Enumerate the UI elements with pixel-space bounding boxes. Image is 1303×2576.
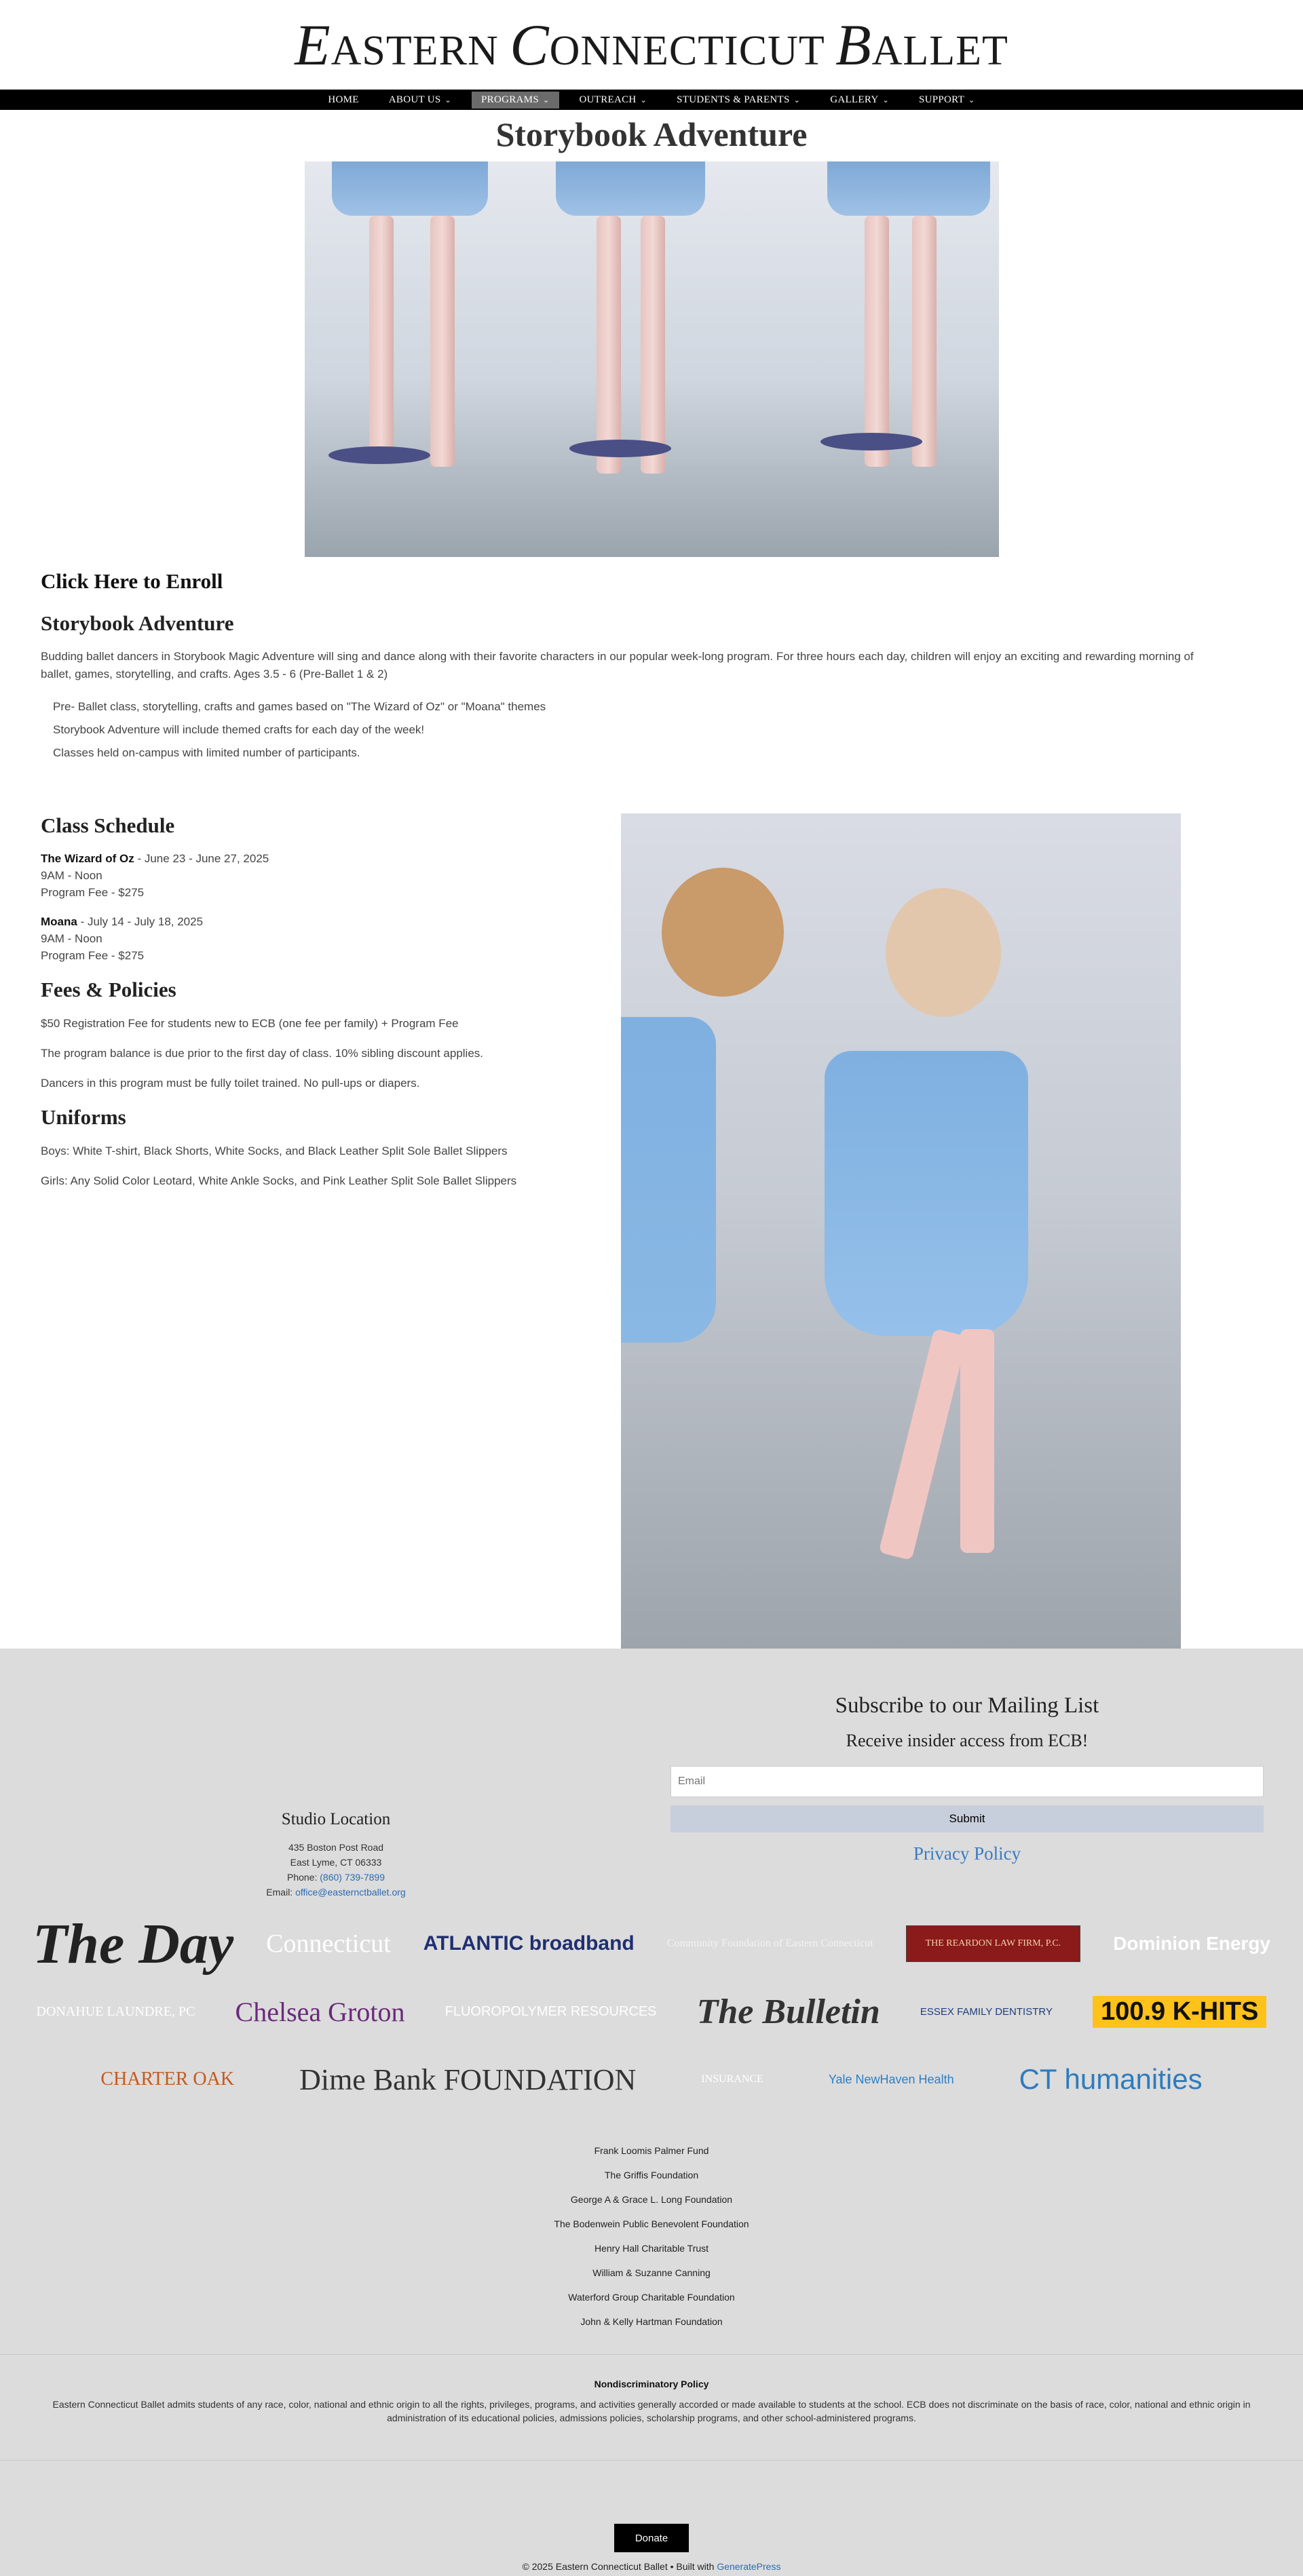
uniform-item: Boys: White T-shirt, Black Shorts, White Socks, and Black Leather Split Sole Ballet Slippers: [41, 1145, 508, 1157]
email-link[interactable]: office@easternctballet.org: [295, 1887, 406, 1898]
generatepress-link[interactable]: GeneratePress: [717, 2561, 781, 2572]
nav-item-home[interactable]: HOME: [328, 94, 359, 105]
privacy-policy-link[interactable]: Privacy Policy: [913, 1843, 1021, 1864]
subscribe-subheading: Receive insider access from ECB!: [846, 1731, 1089, 1750]
foundation-list: [0, 2138, 1303, 2334]
divider: [0, 2460, 1303, 2461]
address-line: East Lyme, CT 06333: [290, 1857, 382, 1868]
site-header: [0, 0, 1303, 90]
submit-button[interactable]: Submit: [671, 1805, 1264, 1832]
sponsor-logo[interactable]: ATLANTIC broadband: [423, 1932, 635, 1955]
list-item: Storybook Adventure will include themed crafts for each day of the week!: [53, 723, 425, 736]
schedule-heading: Class Schedule: [41, 813, 175, 837]
schedule-session: The Wizard of Oz - June 23 - June 27, 2025 9AM - Noon Program Fee - $275: [41, 852, 269, 899]
sponsor-logo[interactable]: ESSEX FAMILY DENTISTRY: [920, 2005, 1053, 2018]
studio-location: [0, 1810, 672, 1900]
uniform-item: Girls: Any Solid Color Leotard, White Ankle Socks, and Pink Leather Split Sole Ballet Slippers: [41, 1174, 517, 1187]
details-text: [41, 813, 621, 1652]
hero-image: [305, 161, 999, 557]
list-item: George A & Grace L. Long Foundation: [570, 2194, 733, 2205]
sponsor-logo[interactable]: DONAHUE LAUNDRE, PC: [36, 2003, 195, 2019]
dancers-photo: [621, 813, 1181, 1652]
phone-line: Phone: (860) 739-7899: [286, 1872, 385, 1883]
sponsor-logo[interactable]: 100.9 K-HITS: [1093, 1996, 1266, 2028]
list-item: Pre- Ballet class, storytelling, crafts and games based on "The Wizard of Oz" or "Moana" themes: [53, 700, 546, 713]
nav-item-gallery[interactable]: GALLERY ⌄: [830, 94, 889, 105]
site-logo[interactable]: EASTERN CONNECTICUT BALLET: [295, 12, 1008, 77]
sponsor-logo[interactable]: INSURANCE: [701, 2073, 763, 2085]
fee-item: Dancers in this program must be fully toilet trained. No pull-ups or diapers.: [41, 1077, 420, 1090]
sponsor-logo[interactable]: THE REARDON LAW FIRM, P.C.: [906, 1925, 1081, 1962]
policy-text: Eastern Connecticut Ballet admits students of any race, color, national and ethnic origin to all the rights, privileges, programs, and activities generally accorded or made available to students at the school. ECB does not discriminate on the basis of race, color, national and ethnic origin in administration of its educational policies, admissions policies, scholarship programs, and other school-administered programs.: [52, 2399, 1251, 2423]
policy-heading: Nondiscriminatory Policy: [594, 2379, 709, 2389]
sponsor-logo[interactable]: FLUOROPOLYMER RESOURCES: [445, 2003, 657, 2019]
sponsor-logo[interactable]: Connecticut: [266, 1929, 391, 1958]
chevron-down-icon: ⌄: [882, 96, 889, 104]
sponsor-logo[interactable]: CT humanities: [1019, 2063, 1203, 2095]
list-item: The Bodenwein Public Benevolent Foundation: [554, 2218, 749, 2229]
chevron-down-icon: ⌄: [542, 96, 550, 104]
list-item: Henry Hall Charitable Trust: [594, 2243, 709, 2254]
email-field[interactable]: [671, 1766, 1264, 1797]
list-item: John & Kelly Hartman Foundation: [580, 2316, 723, 2327]
list-item: Frank Loomis Palmer Fund: [594, 2145, 709, 2156]
page-title: Storybook Adventure: [495, 115, 808, 153]
sponsor-logo[interactable]: Dime Bank FOUNDATION: [299, 2062, 637, 2096]
chevron-down-icon: ⌄: [640, 96, 647, 104]
sponsor-logo[interactable]: Chelsea Groton: [235, 1996, 405, 2027]
nondiscriminatory-policy: [0, 2379, 1303, 2425]
sponsor-logo[interactable]: Community Foundation of Eastern Connecticut: [666, 1938, 873, 1949]
sponsor-logos: [0, 1910, 1303, 2113]
nav-item-about-us[interactable]: ABOUT US ⌄: [388, 94, 452, 105]
subscribe-heading: Subscribe to our Mailing List: [835, 1693, 1099, 1718]
list-item: Classes held on-campus with limited number of participants.: [53, 746, 360, 759]
fee-item: The program balance is due prior to the first day of class. 10% sibling discount applies.: [41, 1047, 484, 1060]
sponsor-logo[interactable]: The Bulletin: [696, 1992, 880, 2031]
fees-heading: Fees & Policies: [41, 978, 176, 1001]
feature-list: [41, 695, 1262, 765]
enroll-link[interactable]: Click Here to Enroll: [41, 569, 223, 593]
nav-item-programs[interactable]: PROGRAMS ⌄: [472, 92, 559, 109]
schedule-session: Moana - July 14 - July 18, 2025 9AM - Noon Program Fee - $275: [41, 915, 204, 962]
sponsor-logo[interactable]: Yale NewHaven Health: [828, 2072, 954, 2086]
sponsor-logo[interactable]: The Day: [32, 1912, 234, 1976]
main-nav: [0, 90, 1303, 110]
sponsor-logo[interactable]: CHARTER OAK: [100, 2069, 235, 2090]
mailing-list-form: [671, 1693, 1264, 1864]
program-description: Budding ballet dancers in Storybook Magic Adventure will sing and dance along with their favorite characters in our popular week-long program. For three hours each day, children will enjoy an exciting and rewarding morning of ballet, games, storytelling, and crafts. Ages 3.5 - 6 (Pre-Ballet 1 & 2): [41, 650, 1194, 680]
list-item: Waterford Group Charitable Foundation: [568, 2292, 735, 2303]
email-line: Email: office@easternctballet.org: [266, 1887, 406, 1898]
phone-link[interactable]: (860) 739-7899: [320, 1872, 385, 1883]
fee-item: $50 Registration Fee for students new to ECB (one fee per family) + Program Fee: [41, 1017, 459, 1030]
main-content: [41, 569, 1262, 1652]
chevron-down-icon: ⌄: [793, 96, 801, 104]
details-section: [41, 813, 1262, 1652]
uniforms-heading: Uniforms: [41, 1105, 126, 1129]
address-line: 435 Boston Post Road: [288, 1842, 384, 1853]
nav-item-students-parents[interactable]: STUDENTS & PARENTS ⌄: [677, 94, 801, 105]
studio-heading: Studio Location: [281, 1810, 391, 1828]
chevron-down-icon: ⌄: [445, 96, 452, 104]
nav-item-outreach[interactable]: OUTREACH ⌄: [579, 94, 647, 105]
chevron-down-icon: ⌄: [968, 96, 975, 104]
sponsor-logo[interactable]: Dominion Energy: [1113, 1933, 1270, 1954]
donate-button[interactable]: Donate: [614, 2524, 689, 2552]
list-item: William & Suzanne Canning: [592, 2267, 711, 2278]
site-footer: [0, 1649, 1303, 2576]
nav-item-support[interactable]: SUPPORT ⌄: [918, 94, 975, 105]
divider: [0, 2354, 1303, 2355]
section-heading: Storybook Adventure: [41, 611, 234, 635]
copyright: © 2025 Eastern Connecticut Ballet • Built with GeneratePress: [522, 2561, 781, 2572]
list-item: The Griffis Foundation: [604, 2170, 699, 2180]
